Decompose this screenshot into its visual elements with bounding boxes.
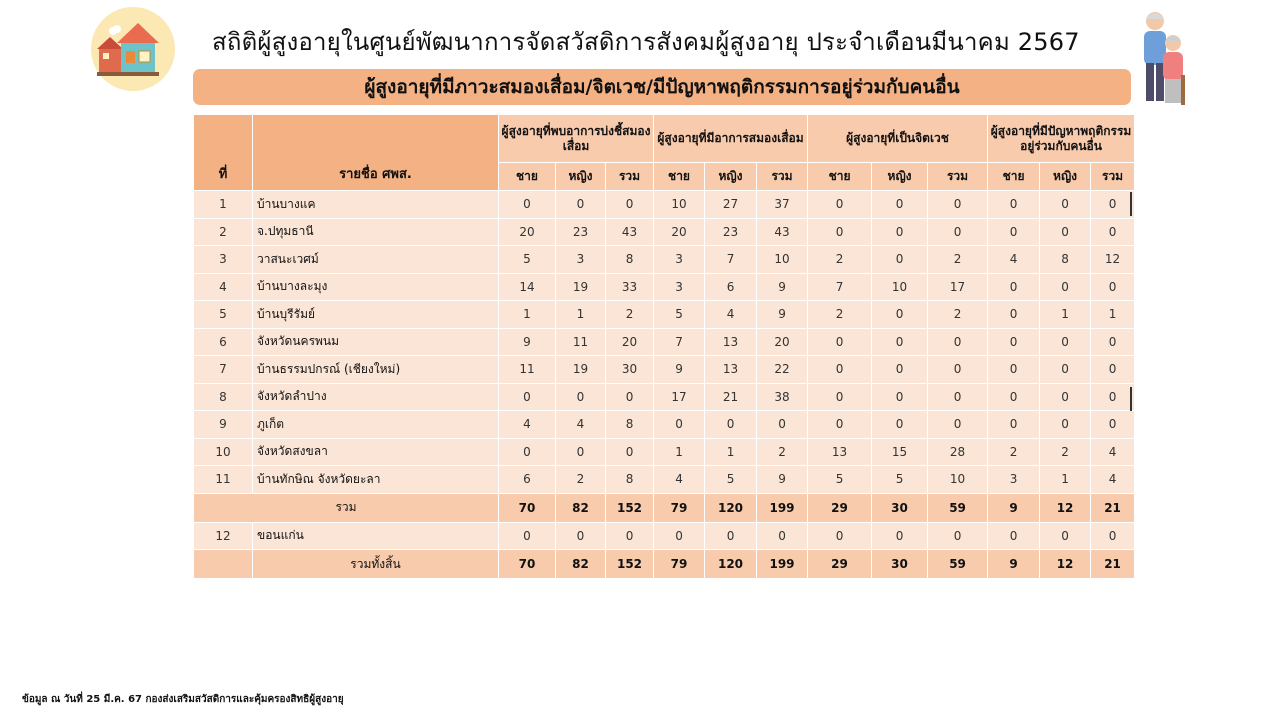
value-cell: 20 [499, 218, 556, 246]
value-cell: 2 [808, 301, 872, 329]
subtotal-value: 21 [1091, 493, 1135, 522]
group-header-behavior: ผู้สูงอายุที่มีปัญหาพฤติกรรมอยู่ร่วมกับคนอื่น [988, 115, 1135, 163]
value-cell: 8 [606, 411, 654, 439]
table-row [194, 246, 1135, 274]
value-cell: 10 [654, 191, 705, 219]
grand-total-value: 21 [1091, 550, 1135, 579]
value-cell: 4 [499, 411, 556, 439]
house-logo-icon [91, 7, 175, 91]
value-cell: 7 [808, 273, 872, 301]
value-cell: 7 [705, 246, 757, 274]
value-cell: 9 [654, 356, 705, 384]
value-cell: 28 [928, 438, 988, 466]
value-cell: 0 [872, 328, 928, 356]
value-cell: 7 [654, 328, 705, 356]
subtotal-value: 120 [705, 493, 757, 522]
value-cell: 12 [1091, 246, 1135, 274]
value-cell: 3 [556, 246, 606, 274]
value-cell: 2 [808, 246, 872, 274]
value-cell: 0 [988, 191, 1040, 219]
value-cell: 5 [654, 301, 705, 329]
center-name: บ้านทักษิณ จังหวัดยะลา [253, 466, 499, 494]
value-cell: 1 [1091, 301, 1135, 329]
row-edge-mark [1130, 192, 1132, 216]
value-cell: 11 [499, 356, 556, 384]
value-cell: 0 [1040, 273, 1091, 301]
value-cell: 0 [808, 218, 872, 246]
value-cell: 0 [808, 383, 872, 411]
value-cell: 43 [757, 218, 808, 246]
row-number: 8 [194, 383, 253, 411]
value-cell: 1 [556, 301, 606, 329]
value-cell: 0 [988, 411, 1040, 439]
value-cell: 0 [808, 328, 872, 356]
value-cell: 0 [654, 522, 705, 550]
value-cell: 0 [808, 522, 872, 550]
value-cell: 11 [556, 328, 606, 356]
value-cell: 5 [872, 466, 928, 494]
value-cell: 0 [1091, 218, 1135, 246]
subtotal-value: 70 [499, 493, 556, 522]
row-number: 3 [194, 246, 253, 274]
grand-total-row [194, 550, 1135, 579]
value-cell: 0 [556, 191, 606, 219]
elderly-couple-icon [1133, 5, 1193, 113]
table-row [194, 273, 1135, 301]
value-cell: 4 [988, 246, 1040, 274]
grand-total-value: 82 [556, 550, 606, 579]
row-number: 4 [194, 273, 253, 301]
value-cell: 9 [757, 466, 808, 494]
value-cell: 20 [757, 328, 808, 356]
sub-header-female: หญิง [556, 163, 606, 191]
value-cell: 5 [499, 246, 556, 274]
value-cell: 10 [872, 273, 928, 301]
value-cell: 2 [606, 301, 654, 329]
value-cell: 23 [705, 218, 757, 246]
subtotal-value: 152 [606, 493, 654, 522]
grand-total-value: 12 [1040, 550, 1091, 579]
value-cell: 15 [872, 438, 928, 466]
value-cell: 0 [872, 383, 928, 411]
center-name: ขอนแก่น [253, 522, 499, 550]
sub-header-total: รวม [606, 163, 654, 191]
value-cell: 0 [1040, 522, 1091, 550]
value-cell: 2 [757, 438, 808, 466]
sub-header-female: หญิง [872, 163, 928, 191]
value-cell: 0 [1091, 411, 1135, 439]
value-cell: 0 [1091, 356, 1135, 384]
table-row [194, 301, 1135, 329]
value-cell: 0 [928, 191, 988, 219]
center-name: จังหวัดนครพนม [253, 328, 499, 356]
value-cell: 0 [556, 522, 606, 550]
value-cell: 0 [556, 383, 606, 411]
value-cell: 4 [1091, 438, 1135, 466]
sub-header-female: หญิง [1040, 163, 1091, 191]
row-number: 6 [194, 328, 253, 356]
row-number: 11 [194, 466, 253, 494]
table-row [194, 218, 1135, 246]
center-name: บ้านบางแค [253, 191, 499, 219]
value-cell: 2 [988, 438, 1040, 466]
value-cell: 0 [808, 411, 872, 439]
center-name: จังหวัดสงขลา [253, 438, 499, 466]
value-cell: 0 [606, 383, 654, 411]
value-cell: 19 [556, 273, 606, 301]
grand-total-label: รวมทั้งสิ้น [253, 550, 499, 579]
subtotal-value: 82 [556, 493, 606, 522]
value-cell: 1 [499, 301, 556, 329]
value-cell: 3 [988, 466, 1040, 494]
sub-header-male: ชาย [808, 163, 872, 191]
value-cell: 13 [705, 356, 757, 384]
value-cell: 2 [556, 466, 606, 494]
sub-header-total: รวม [757, 163, 808, 191]
value-cell: 0 [705, 522, 757, 550]
subtotal-value: 59 [928, 493, 988, 522]
value-cell: 1 [1040, 301, 1091, 329]
value-cell: 0 [872, 522, 928, 550]
value-cell: 0 [808, 191, 872, 219]
value-cell: 4 [654, 466, 705, 494]
value-cell: 8 [1040, 246, 1091, 274]
value-cell: 0 [1091, 273, 1135, 301]
center-name: บ้านบางละมุง [253, 273, 499, 301]
value-cell: 0 [928, 356, 988, 384]
value-cell: 0 [556, 438, 606, 466]
value-cell: 0 [1040, 356, 1091, 384]
center-name: จ.ปทุมธานี [253, 218, 499, 246]
table-row [194, 356, 1135, 384]
table-subtitle: ผู้สูงอายุที่มีภาวะสมองเสื่อม/จิตเวช/มีปัญหาพฤติกรรมการอยู่ร่วมกับคนอื่น [193, 69, 1131, 105]
value-cell: 22 [757, 356, 808, 384]
value-cell: 0 [872, 411, 928, 439]
value-cell: 17 [654, 383, 705, 411]
statistics-table-container [193, 114, 1135, 579]
row-number: 7 [194, 356, 253, 384]
value-cell: 5 [808, 466, 872, 494]
value-cell: 33 [606, 273, 654, 301]
value-cell: 0 [1040, 328, 1091, 356]
value-cell: 27 [705, 191, 757, 219]
table-row [194, 191, 1135, 219]
value-cell: 13 [705, 328, 757, 356]
value-cell: 3 [654, 246, 705, 274]
table-row [194, 383, 1135, 411]
value-cell: 0 [872, 356, 928, 384]
value-cell: 0 [928, 411, 988, 439]
subtotal-value: 12 [1040, 493, 1091, 522]
value-cell: 0 [872, 246, 928, 274]
value-cell: 0 [606, 191, 654, 219]
value-cell: 0 [808, 356, 872, 384]
center-name: ภูเก็ต [253, 411, 499, 439]
table-body [194, 191, 1135, 579]
row-number: 1 [194, 191, 253, 219]
value-cell: 0 [499, 522, 556, 550]
subtotal-value: 30 [872, 493, 928, 522]
value-cell: 0 [988, 328, 1040, 356]
value-cell: 2 [928, 301, 988, 329]
value-cell: 0 [928, 383, 988, 411]
value-cell: 4 [705, 301, 757, 329]
value-cell: 2 [928, 246, 988, 274]
value-cell: 0 [1040, 191, 1091, 219]
value-cell: 9 [499, 328, 556, 356]
subtotal-row [194, 493, 1135, 522]
value-cell: 1 [705, 438, 757, 466]
row-number: 5 [194, 301, 253, 329]
value-cell: 8 [606, 246, 654, 274]
subtotal-value: 199 [757, 493, 808, 522]
value-cell: 0 [988, 522, 1040, 550]
group-header-psychiatric: ผู้สูงอายุที่เป็นจิตเวช [808, 115, 988, 163]
grand-total-value: 79 [654, 550, 705, 579]
sub-header-male: ชาย [499, 163, 556, 191]
sub-header-total: รวม [1091, 163, 1135, 191]
grand-total-value: 59 [928, 550, 988, 579]
value-cell: 0 [988, 356, 1040, 384]
value-cell: 0 [928, 522, 988, 550]
table-row [194, 411, 1135, 439]
value-cell: 0 [1091, 328, 1135, 356]
value-cell: 4 [556, 411, 606, 439]
data-source-note: ข้อมูล ณ วันที่ 25 มี.ค. 67 กองส่งเสริมสวัสดิการและคุ้มครองสิทธิผู้สูงอายุ [22, 694, 344, 705]
table-row [194, 522, 1135, 550]
value-cell: 0 [1040, 383, 1091, 411]
value-cell: 0 [988, 383, 1040, 411]
page-title: สถิติผู้สูงอายุในศูนย์พัฒนาการจัดสวัสดิการสังคมผู้สูงอายุ ประจำเดือนมีนาคม 2567 [212, 28, 1080, 56]
value-cell: 1 [1040, 466, 1091, 494]
sub-header-male: ชาย [988, 163, 1040, 191]
center-name: จังหวัดลำปาง [253, 383, 499, 411]
grand-total-value: 30 [872, 550, 928, 579]
value-cell: 0 [872, 191, 928, 219]
value-cell: 13 [808, 438, 872, 466]
grand-total-value: 9 [988, 550, 1040, 579]
group-header-dementia-signs: ผู้สูงอายุที่พบอาการบ่งชี้สมองเสื่อม [499, 115, 654, 163]
value-cell: 3 [654, 273, 705, 301]
value-cell: 0 [757, 411, 808, 439]
value-cell: 0 [928, 218, 988, 246]
value-cell: 6 [499, 466, 556, 494]
value-cell: 2 [1040, 438, 1091, 466]
value-cell: 0 [1091, 522, 1135, 550]
value-cell: 0 [499, 191, 556, 219]
value-cell: 0 [1091, 383, 1135, 411]
grand-total-value: 29 [808, 550, 872, 579]
value-cell: 1 [654, 438, 705, 466]
value-cell: 0 [705, 411, 757, 439]
value-cell: 9 [757, 301, 808, 329]
center-name: วาสนะเวศม์ [253, 246, 499, 274]
center-name: บ้านบุรีรัมย์ [253, 301, 499, 329]
value-cell: 19 [556, 356, 606, 384]
sub-header-total: รวม [928, 163, 988, 191]
sub-header-female: หญิง [705, 163, 757, 191]
value-cell: 43 [606, 218, 654, 246]
grand-total-value: 152 [606, 550, 654, 579]
value-cell: 0 [872, 218, 928, 246]
value-cell: 0 [1040, 411, 1091, 439]
value-cell: 0 [872, 301, 928, 329]
value-cell: 0 [988, 301, 1040, 329]
value-cell: 10 [757, 246, 808, 274]
col-header-name: รายชื่อ ศพส. [253, 115, 499, 191]
value-cell: 9 [757, 273, 808, 301]
value-cell: 17 [928, 273, 988, 301]
value-cell: 20 [606, 328, 654, 356]
row-edge-mark [1130, 387, 1132, 411]
subtotal-value: 29 [808, 493, 872, 522]
value-cell: 21 [705, 383, 757, 411]
value-cell: 4 [1091, 466, 1135, 494]
value-cell: 0 [988, 218, 1040, 246]
value-cell: 5 [705, 466, 757, 494]
value-cell: 8 [606, 466, 654, 494]
table-row [194, 466, 1135, 494]
subtotal-value: 79 [654, 493, 705, 522]
value-cell: 0 [928, 328, 988, 356]
value-cell: 20 [654, 218, 705, 246]
value-cell: 30 [606, 356, 654, 384]
sub-header-male: ชาย [654, 163, 705, 191]
subtotal-label: รวม [194, 493, 499, 522]
row-number: 2 [194, 218, 253, 246]
table-row [194, 328, 1135, 356]
subtotal-value: 9 [988, 493, 1040, 522]
col-header-no: ที่ [194, 115, 253, 191]
grand-total-value: 199 [757, 550, 808, 579]
statistics-table [193, 114, 1135, 579]
grand-total-spacer [194, 550, 253, 579]
value-cell: 23 [556, 218, 606, 246]
value-cell: 0 [1091, 191, 1135, 219]
center-name: บ้านธรรมปกรณ์ (เชียงใหม่) [253, 356, 499, 384]
value-cell: 0 [757, 522, 808, 550]
row-number: 9 [194, 411, 253, 439]
value-cell: 0 [654, 411, 705, 439]
value-cell: 0 [499, 383, 556, 411]
grand-total-value: 120 [705, 550, 757, 579]
value-cell: 37 [757, 191, 808, 219]
value-cell: 38 [757, 383, 808, 411]
value-cell: 0 [606, 438, 654, 466]
value-cell: 6 [705, 273, 757, 301]
row-number: 12 [194, 522, 253, 550]
value-cell: 0 [988, 273, 1040, 301]
value-cell: 0 [1040, 218, 1091, 246]
value-cell: 10 [928, 466, 988, 494]
group-header-dementia: ผู้สูงอายุที่มีอาการสมองเสื่อม [654, 115, 808, 163]
value-cell: 0 [606, 522, 654, 550]
row-number: 10 [194, 438, 253, 466]
table-row [194, 438, 1135, 466]
grand-total-value: 70 [499, 550, 556, 579]
value-cell: 14 [499, 273, 556, 301]
value-cell: 0 [499, 438, 556, 466]
